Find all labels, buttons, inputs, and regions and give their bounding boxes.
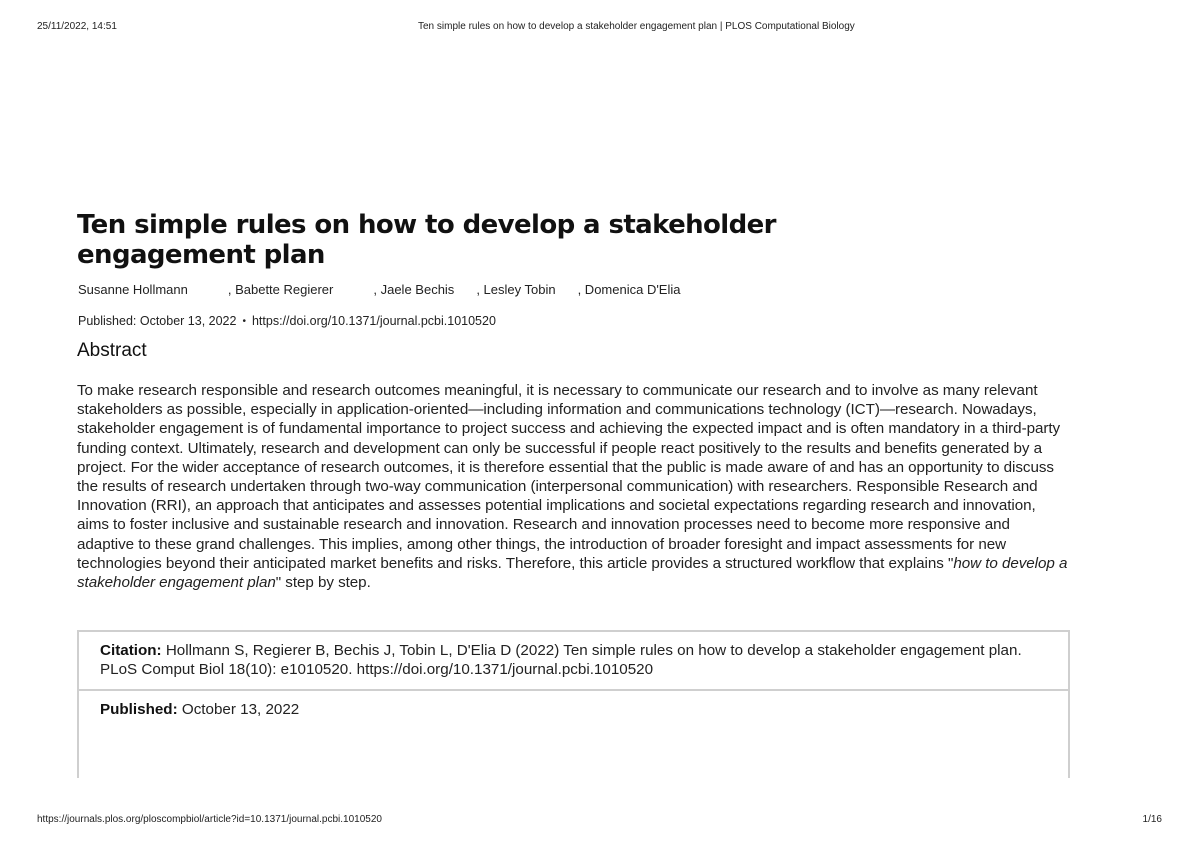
publication-info xyxy=(78,314,496,328)
abstract-text xyxy=(77,381,1071,592)
abstract-text-italic: how to develop a stakeholder engagement plan xyxy=(77,554,1068,592)
citation-label: Citation: xyxy=(100,642,162,659)
published-date: Published: October 13, 2022 xyxy=(78,314,237,328)
published-label: Published: xyxy=(100,701,178,719)
print-url: https://journals.plos.org/ploscompbiol/article?id=10.1371/journal.pcbi.1010520 xyxy=(37,814,382,825)
citation-row xyxy=(79,632,1068,691)
bullet-separator: • xyxy=(242,316,246,327)
author-link[interactable]: , Domenica D'Elia xyxy=(577,282,681,297)
author-link[interactable]: , Babette Regierer xyxy=(227,282,334,297)
page-counter: 1/16 xyxy=(1142,814,1162,825)
print-datetime: 25/11/2022, 14:51 xyxy=(37,21,117,32)
author-list xyxy=(78,282,681,297)
author-link[interactable]: , Jaele Bechis xyxy=(373,282,455,297)
published-text: October 13, 2022 xyxy=(181,701,300,719)
author-link[interactable]: Susanne Hollmann xyxy=(78,282,188,297)
citation-box xyxy=(77,630,1070,778)
abstract-text-end: " step by step. xyxy=(275,574,371,592)
print-page-title: Ten simple rules on how to develop a stakeholder engagement plan | PLOS Computational Biology xyxy=(418,21,855,32)
published-row xyxy=(79,691,1068,728)
abstract-heading: Abstract xyxy=(77,340,147,361)
citation-text: Hollmann S, Regierer B, Bechis J, Tobin L, D'Elia D (2022) Ten simple rules on how to develop a stakeholder engagement plan. PLoS Comput Biol 18(10): e1010520. https://doi.org/10.1371/journal.pcbi.1010520 xyxy=(100,642,1022,679)
author-link[interactable]: , Lesley Tobin xyxy=(476,282,556,297)
article-title: Ten simple rules on how to develop a stakeholder engagement plan xyxy=(77,210,776,270)
abstract-text-main: To make research responsible and research outcomes meaningful, it is necessary to communicate our research and to involve as many relevant stakeholders as possible, especially in application-oriented—including information and communications technology (ICT)—research. Nowadays, stakeholder engagement is of fundamental importance to project success and achieving the expected impact and is often mandatory in a third-party funding context. Ultimately, research and development can only be successful if people react positively to the results and benefits generated by a project. For the wider acceptance of research outcomes, it is therefore essential that the public is made aware of and has an opportunity to discuss the results of research undertaken through two-way communication (interpersonal communication) with researchers. Responsible Research and Innovation (RRI), an approach that anticipates and assesses potential implications and societal expectations regarding research and innovation, aims to foster inclusive and sustainable research and innovation. Research and innovation processes need to become more responsive and adaptive to these grand challenges. This implies, among other things, the introduction of broader foresight and impact assessments for new technologies beyond their anticipated market benefits and risks. Therefore, this article provides a structured workflow that explains " xyxy=(77,382,1061,572)
doi-link[interactable]: https://doi.org/10.1371/journal.pcbi.1010520 xyxy=(251,314,496,328)
